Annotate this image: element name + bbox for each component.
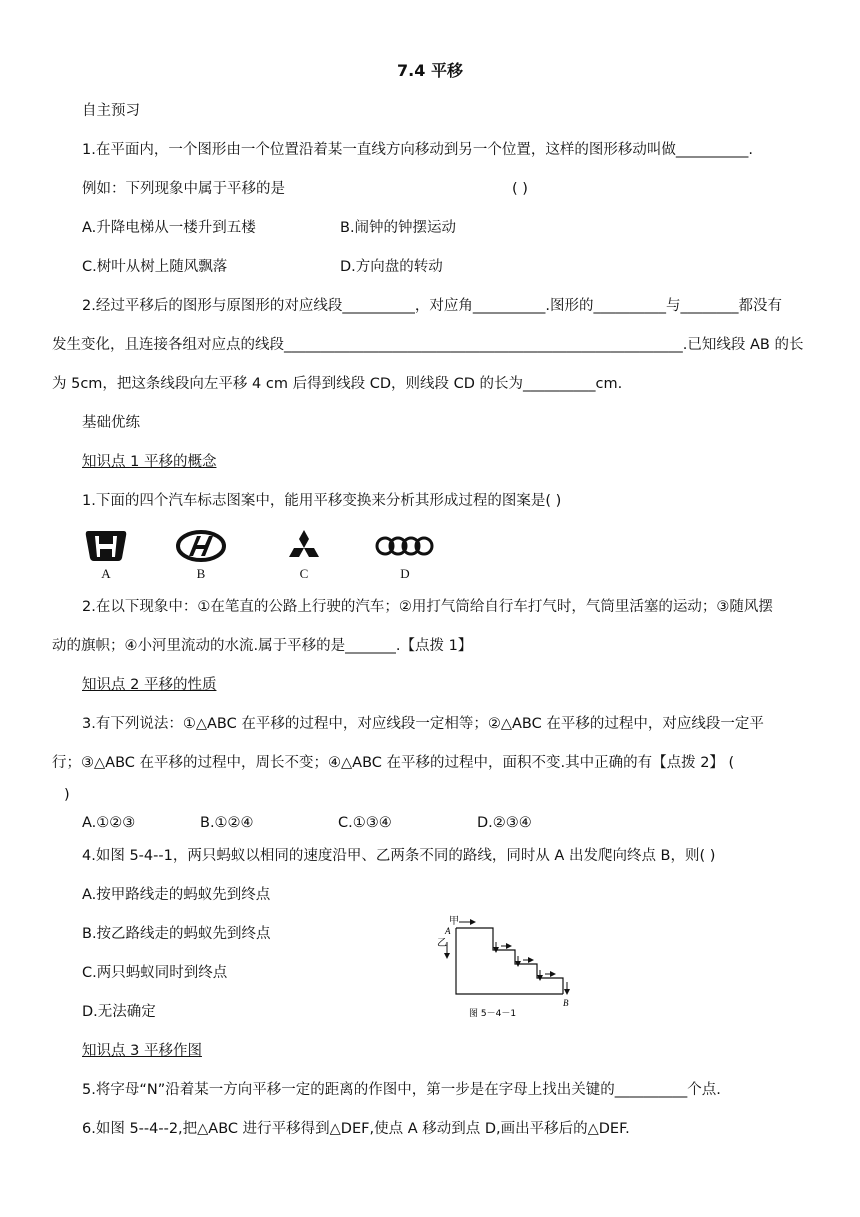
logo-option-b (171, 528, 231, 588)
logo-option-d (373, 528, 437, 588)
kp2-q4-option-d: D.无法确定 (82, 1004, 156, 1020)
kp2-question-3-line-2: 行；③△ABC 在平移的过程中，周长不变；④△ABC 在平移的过程中，面积不变.其中正确的有【点拨 2】 ( (52, 755, 735, 771)
kp2-q4-option-b: B.按乙路线走的蚂蚁先到终点 (82, 926, 271, 942)
logo-label-d: D (400, 566, 410, 581)
kp1-heading: 知识点 1 平移的概念 (82, 454, 217, 470)
kp2-question-4: 4.如图 5-4--1，两只蚂蚁以相同的速度沿甲、乙两条不同的路线，同时从 A 出发爬向终点 B，则( ) (82, 848, 716, 864)
hyundai-logo-icon (175, 528, 227, 564)
label-b: B (563, 998, 569, 1008)
logo-label-b: B (196, 566, 206, 581)
kp2-question-3-line-3: ) (64, 787, 70, 803)
preview-example: 例如：下列现象中属于平移的是 (82, 181, 285, 197)
section-basic-heading: 基础优练 (82, 415, 140, 431)
logo-label-c: C (299, 566, 309, 581)
ant-path-diagram (435, 912, 595, 1022)
mitsubishi-logo-icon (281, 528, 327, 564)
preview-option-d: D.方向盘的转动 (340, 259, 443, 275)
kp1-question-1: 1.下面的四个汽车标志图案中，能用平移变换来分析其形成过程的图案是( ) (82, 493, 562, 509)
preview-question-1: 1.在平面内，一个图形由一个位置沿着某一直线方向移动到另一个位置，这样的图形移动叫做__________. (82, 142, 753, 158)
car-logo-options (80, 528, 460, 588)
page-title: 7.4 平移 (397, 61, 463, 80)
logo-option-a (76, 528, 136, 588)
kp3-heading: 知识点 3 平移作图 (82, 1043, 202, 1059)
audi-rings-logo-icon (374, 528, 436, 564)
logo-option-c (274, 528, 334, 588)
label-jia: 甲 (449, 916, 459, 927)
kp2-q3-option-d: D.②③④ (477, 815, 532, 831)
kp1-question-2-line-1: 2.在以下现象中：①在笔直的公路上行驶的汽车；②用打气筒给自行车打气时，气筒里活塞的运动；③随风摆 (82, 599, 773, 615)
kp2-q3-option-b: B.①②④ (200, 815, 254, 831)
figure-caption: 图 5－4－1 (469, 1009, 517, 1019)
label-yi: 乙 (437, 938, 447, 949)
kp2-heading: 知识点 2 平移的性质 (82, 677, 217, 693)
honda-logo-icon (84, 528, 128, 564)
preview-option-a: A.升降电梯从一楼升到五楼 (82, 220, 256, 236)
kp2-q4-option-a: A.按甲路线走的蚂蚁先到终点 (82, 887, 271, 903)
kp3-question-5: 5.将字母“N”沿着某一方向平移一定的距离的作图中，第一步是在字母上找出关键的__________个点. (82, 1082, 721, 1098)
kp3-question-6: 6.如图 5--4--2,把△ABC 进行平移得到△DEF,使点 A 移动到点 D,画出平移后的△DEF. (82, 1121, 630, 1137)
preview-option-c: C.树叶从树上随风飘落 (82, 259, 228, 275)
preview-example-paren: ( ) (512, 181, 528, 197)
kp2-q4-option-c: C.两只蚂蚁同时到终点 (82, 965, 228, 981)
label-a: A (445, 926, 451, 936)
kp2-question-3-line-1: 3.有下列说法：①△ABC 在平移的过程中，对应线段一定相等；②△ABC 在平移的过程中，对应线段一定平 (82, 716, 764, 732)
preview-question-2-line-2: 发生变化，且连接各组对应点的线段_______________________________________________________.已知线段 AB 的长 (52, 337, 804, 353)
kp1-question-2-line-2: 动的旗帜；④小河里流动的水流.属于平移的是_______.【点拨 1】 (52, 638, 473, 654)
preview-question-2-line-3: 为 5cm，把这条线段向左平移 4 cm 后得到线段 CD，则线段 CD 的长为__________cm. (52, 376, 623, 392)
kp2-q3-option-c: C.①③④ (338, 815, 392, 831)
preview-option-b: B.闹钟的钟摆运动 (340, 220, 457, 236)
figure-5-4-1 (435, 912, 595, 1022)
kp2-q3-option-a: A.①②③ (82, 815, 136, 831)
logo-label-a: A (101, 566, 111, 581)
preview-question-2-line-1: 2.经过平移后的图形与原图形的对应线段__________，对应角__________.图形的__________与________都没有 (82, 298, 782, 314)
section-preview-heading: 自主预习 (82, 103, 140, 119)
